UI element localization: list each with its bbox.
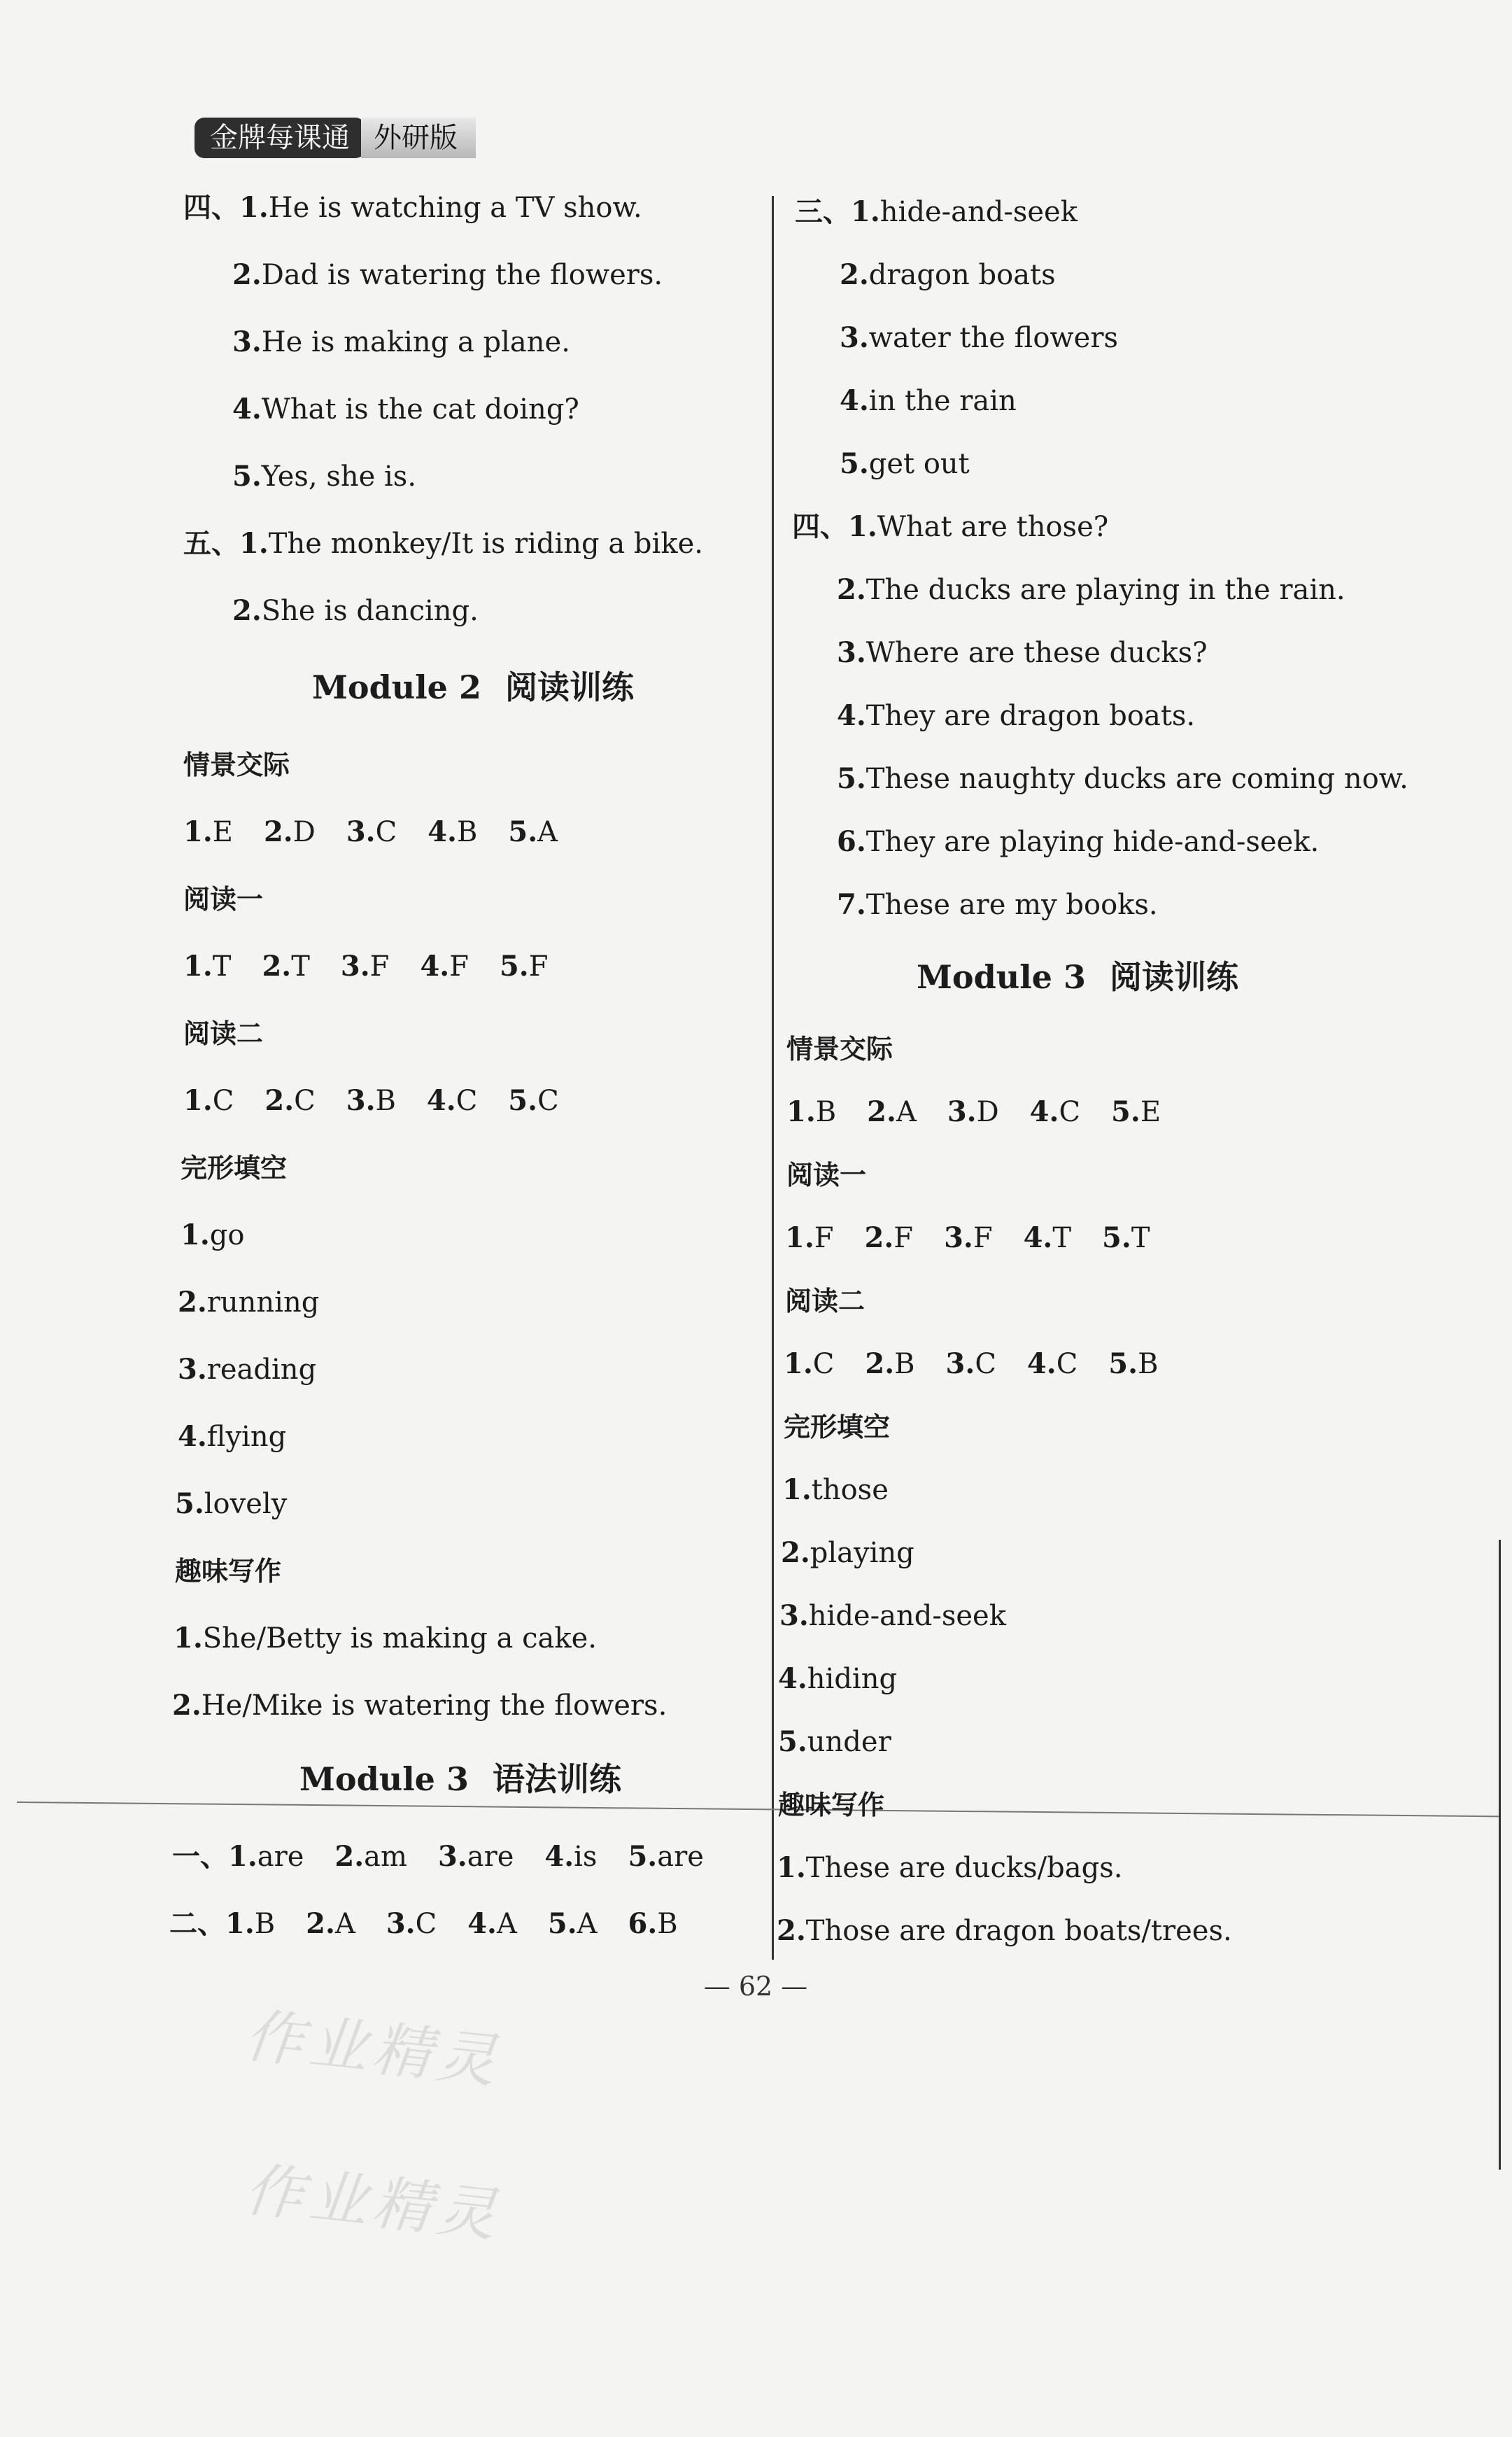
list-item: 5.get out <box>840 447 970 480</box>
list-item: 4.What is the cat doing? <box>232 393 579 426</box>
list-item: 1.These are ducks/bags. <box>777 1851 1123 1884</box>
list-item: 1.She/Betty is making a cake. <box>174 1622 597 1655</box>
answer-row: 1.B 2.A 3.D 4.C 5.E <box>786 1095 1161 1128</box>
list-item: 2.playing <box>781 1536 914 1569</box>
answer-row: 1.C 2.C 3.B 4.C 5.C <box>183 1084 559 1117</box>
scan-fold-line <box>17 1802 1500 1817</box>
list-item: 2.He/Mike is watering the flowers. <box>172 1689 667 1722</box>
list-item: 4.hiding <box>778 1662 898 1695</box>
list-item: 5.lovely <box>175 1487 288 1520</box>
list-item: 2.running <box>178 1286 320 1319</box>
brand-label: 金牌每课通 <box>195 118 365 158</box>
watermark: 作业精灵 <box>241 2000 505 2096</box>
list-item: 3.hide-and-seek <box>779 1599 1006 1632</box>
module-3-grammar-heading: Module 3 语法训练 <box>299 1760 621 1798</box>
section-label: 情景交际 <box>183 750 290 780</box>
list-item: 5.These naughty ducks are coming now. <box>837 762 1408 795</box>
page-edge-line <box>1499 1540 1501 2170</box>
list-item: 2.The ducks are playing in the rain. <box>837 573 1345 606</box>
list-item: 3.reading <box>178 1353 317 1386</box>
list-item: 4.They are dragon boats. <box>837 699 1196 732</box>
column-divider <box>772 196 774 1960</box>
list-item: 四、1.What are those? <box>792 510 1109 543</box>
book-header-badge <box>195 118 476 158</box>
list-item: 三、1.hide-and-seek <box>795 195 1078 228</box>
list-item: 3.He is making a plane. <box>232 325 570 358</box>
answer-row: 1.T 2.T 3.F 4.F 5.F <box>183 950 549 983</box>
edition-label: 外研版 <box>361 118 476 158</box>
section-label: 阅读一 <box>786 1160 867 1191</box>
module-2-reading-heading: Module 2 阅读训练 <box>312 668 634 706</box>
watermark: 作业精灵 <box>241 2154 505 2250</box>
list-item: 7.These are my books. <box>837 888 1158 921</box>
list-item: 1.those <box>782 1473 889 1506</box>
section-label: 阅读二 <box>183 1018 264 1049</box>
answer-row: 1.C 2.B 3.C 4.C 5.B <box>784 1347 1159 1380</box>
section-label: 阅读一 <box>183 884 264 915</box>
page-number: — 62 — <box>703 1971 808 2002</box>
section-label: 阅读二 <box>785 1286 865 1316</box>
list-item: 5.under <box>778 1725 891 1758</box>
list-item: 6.They are playing hide-and-seek. <box>837 825 1320 858</box>
module-3-reading-heading: Module 3 阅读训练 <box>917 958 1238 996</box>
list-item: 四、1.He is watching a TV show. <box>183 191 642 224</box>
section-label: 情景交际 <box>786 1034 893 1065</box>
answer-row: 1.F 2.F 3.F 4.T 5.T <box>785 1221 1150 1254</box>
section-label: 趣味写作 <box>778 1790 885 1820</box>
list-item: 五、1.The monkey/It is riding a bike. <box>183 527 703 560</box>
section-label: 完形填空 <box>181 1153 288 1184</box>
list-item: 4.in the rain <box>840 384 1017 417</box>
list-item: 4.flying <box>178 1420 287 1453</box>
list-item: 2.dragon boats <box>840 258 1056 291</box>
list-item: 1.go <box>181 1218 245 1251</box>
list-item: 2.She is dancing. <box>232 594 479 627</box>
list-item: 5.Yes, she is. <box>232 460 417 493</box>
section-label: 趣味写作 <box>175 1556 282 1587</box>
list-item: 3.Where are these ducks? <box>837 636 1208 669</box>
list-item: 3.water the flowers <box>840 321 1118 354</box>
section-label: 完形填空 <box>784 1412 891 1442</box>
answer-row: 1.E 2.D 3.C 4.B 5.A <box>183 815 558 848</box>
list-item: 2.Dad is watering the flowers. <box>232 258 663 291</box>
answer-row: 二、 1.B 2.A 3.C 4.A 5.A 6.B <box>169 1907 678 1940</box>
answer-row: 一、 1.are 2.am 3.are 4.is 5.are <box>172 1840 704 1873</box>
list-item: 2.Those are dragon boats/trees. <box>777 1914 1232 1947</box>
